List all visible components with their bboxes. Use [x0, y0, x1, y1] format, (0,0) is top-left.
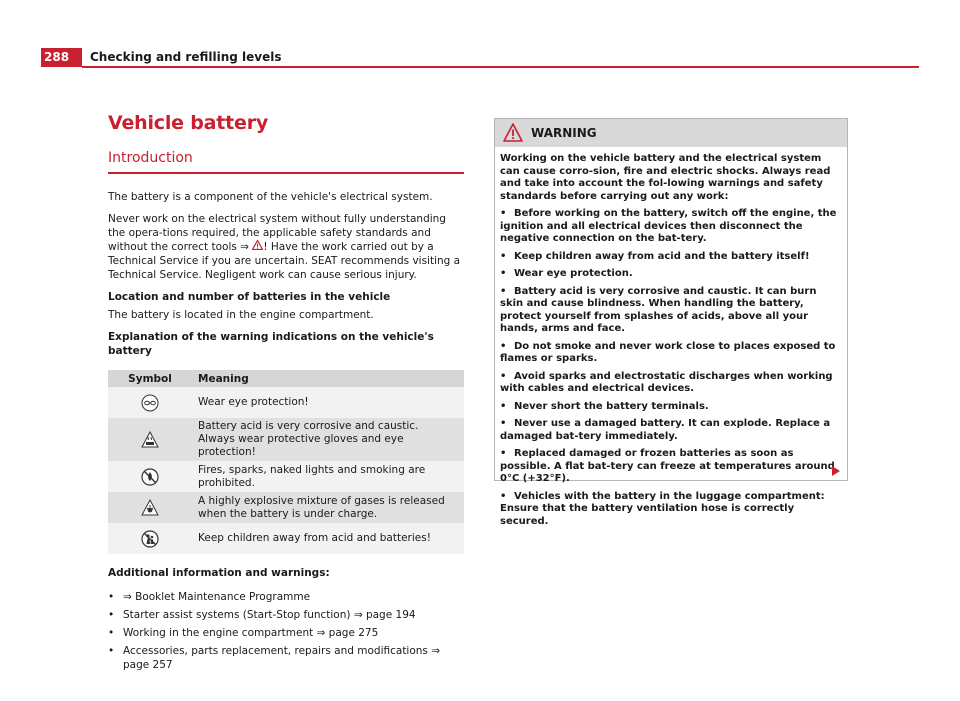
keep-children-away-icon: [141, 530, 159, 548]
header-rule: [82, 66, 919, 68]
warning-item-text: Wear eye protection.: [514, 268, 633, 279]
location-text: The battery is located in the engine compartment.: [108, 309, 374, 321]
warning-item-text: Battery acid is very corrosive and caustic. It can burn skin and cause blindness. When handling the battery, protect yourself from splashes of acids, above all your hands, arms and face.: [500, 285, 817, 334]
intro-p2-start: Never work on the electrical system without fully understanding the opera-tions required, the applicable safety standards and without the correct tools ⇒: [108, 213, 446, 253]
additional-list: [108, 590, 464, 672]
bullet-icon: •: [500, 370, 507, 382]
list-item: [500, 418, 841, 443]
warning-title: WARNING: [531, 126, 597, 140]
intro-p2-end: ! Have the work carried out by a Technical Service if you are uncertain. SEAT recommends visiting a Technical Service. Negligent work can cause serious injury.: [108, 241, 461, 281]
intro-paragraph-1: The battery is a component of the vehicle's electrical system.: [108, 191, 433, 203]
warning-triangle-icon: [503, 123, 523, 142]
bullet-icon: •: [500, 418, 507, 429]
bullet-icon: •: [500, 250, 507, 262]
symbol-table-header: [108, 370, 464, 387]
warning-box: [494, 118, 848, 527]
list-item: [500, 251, 841, 264]
list-item: [500, 491, 841, 529]
list-item[interactable]: • ⇒ Booklet Maintenance Programme: [108, 590, 464, 604]
table-row: [108, 523, 464, 554]
list-item: [500, 341, 841, 366]
chapter-title: Checking and refilling levels: [90, 50, 282, 64]
list-item: [500, 208, 841, 246]
table-row: [108, 387, 464, 418]
meaning-cell: Keep children away from acid and batteries!: [192, 523, 464, 554]
warning-item-text: Vehicles with the battery in the luggage compartment: Ensure that the battery ventilation hose is correctly secured.: [500, 490, 825, 527]
left-column: [108, 112, 464, 672]
section-title: Vehicle battery: [108, 112, 269, 134]
bullet-icon: •: [500, 208, 507, 219]
bullet-icon: •: [500, 448, 507, 459]
meaning-cell: Fires, sparks, naked lights and smoking are prohibited.: [192, 461, 464, 492]
col-symbol: Symbol: [108, 370, 192, 387]
corrosive-acid-icon: [141, 431, 159, 449]
explosive-gas-icon: [141, 499, 159, 517]
list-item[interactable]: • Starter assist systems (Start-Stop function) ⇒ page 194: [108, 608, 464, 622]
warning-body: [495, 147, 847, 528]
warning-item-text: Never short the battery terminals.: [514, 400, 709, 412]
warning-item-text: Do not smoke and never work close to places exposed to flames or sparks.: [500, 340, 836, 364]
symbol-table: [108, 370, 464, 554]
bullet-icon: •: [500, 400, 507, 412]
table-heading: Explanation of the warning indications on the vehicle's battery: [108, 331, 434, 357]
list-item: [500, 286, 841, 336]
list-item: [500, 268, 841, 281]
intro-paragraph-2: [108, 212, 464, 282]
bullet-icon: •: [500, 490, 507, 502]
warning-triangle-icon: [252, 240, 263, 251]
warning-header: [495, 119, 847, 147]
col-meaning: Meaning: [192, 370, 464, 387]
additional-heading: Additional information and warnings:: [108, 567, 330, 579]
list-item: [500, 371, 841, 396]
list-item[interactable]: • Working in the engine compartment ⇒ page 275: [108, 626, 464, 640]
page-number: 288: [41, 48, 82, 67]
meaning-cell: A highly explosive mixture of gases is released when the battery is under charge.: [192, 492, 464, 523]
table-row: [108, 418, 464, 461]
warning-item-text: Avoid sparks and electrostatic discharges when working with cables and electrical devices.: [500, 370, 833, 394]
warning-item-text: Keep children away from acid and the battery itself!: [514, 250, 810, 262]
list-item: [500, 448, 841, 486]
warning-intro: Working on the vehicle battery and the electrical system can cause corro-sion, fire and electric shocks. Always read and take into account the fol-lowing warnings and safety standards before carrying out any work:: [500, 153, 831, 202]
list-item: [500, 401, 841, 414]
eye-protection-icon: [141, 394, 159, 412]
continue-arrow-icon: [832, 466, 840, 476]
meaning-cell: Wear eye protection!: [192, 387, 464, 418]
bullet-icon: •: [500, 340, 507, 352]
warning-item-text: Replaced damaged or frozen batteries as soon as possible. A flat bat-tery can freeze at temperatures around 0°C (+32°F).: [500, 448, 835, 484]
warning-item-text: Before working on the battery, switch off the engine, the ignition and all electrical devices then disconnect the negative connection on the bat-tery.: [500, 208, 837, 244]
warning-list: [500, 208, 841, 528]
location-heading: Location and number of batteries in the vehicle: [108, 291, 391, 303]
bullet-icon: •: [500, 285, 507, 297]
bullet-icon: •: [500, 268, 507, 279]
table-row: [108, 461, 464, 492]
section-subtitle: Introduction: [108, 150, 464, 174]
meaning-cell: Battery acid is very corrosive and caustic. Always wear protective gloves and eye protection!: [192, 418, 464, 461]
no-fire-icon: [141, 468, 159, 486]
list-item[interactable]: • Accessories, parts replacement, repairs and modifications ⇒ page 257: [108, 644, 464, 672]
warning-item-text: Never use a damaged battery. It can explode. Replace a damaged bat-tery immediately.: [500, 418, 831, 442]
table-row: [108, 492, 464, 523]
